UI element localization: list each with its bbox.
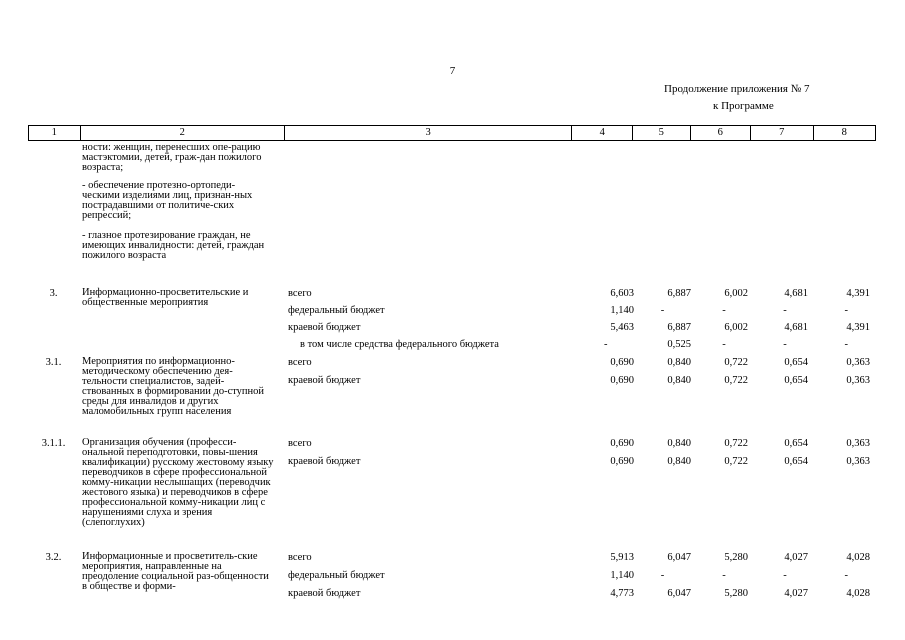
header-col-6: 6 (691, 126, 752, 140)
value-col-6: 6,002 (724, 322, 748, 333)
value-col-7: 4,027 (784, 588, 808, 599)
row-title: Мероприятия по информационно-методическому обеспечению дея-тельности специалистов, задей-ствованных в формировании до-ступной среды для инвалидов и других маломобильных групп населения (82, 356, 265, 417)
value-col-4: 5,463 (610, 322, 634, 333)
value-col-4: 0,690 (610, 357, 634, 368)
value-col-6: 0,722 (724, 456, 748, 467)
row-title: Организация обучения (професси-ональной переподготовки, повы-шения квалификации) русскому жестовому языку переводчиков в сфере профессиональной комму-никации неслышащих (переводчик жестового языка) и переводчиков в сфере профессиональной комму-никации лиц с нарушениями слуха и зрения (слепоглухих) (82, 437, 274, 528)
header-col-3: 3 (285, 126, 573, 140)
row-number: 3.1.1. (41, 438, 66, 449)
value-col-7: 0,654 (784, 438, 808, 449)
funding-label: всего (288, 357, 312, 368)
value-col-4: 5,913 (610, 552, 634, 563)
header-col-4: 4 (572, 126, 633, 140)
value-col-8: 4,391 (846, 322, 870, 333)
value-col-7: 4,681 (784, 288, 808, 299)
row-title: Информационно-просветительские и общественные мероприятия (82, 287, 249, 308)
value-col-6: 0,722 (724, 357, 748, 368)
value-col-4: 0,690 (610, 456, 634, 467)
value-col-8: 4,391 (846, 288, 870, 299)
value-col-5: 0,840 (667, 438, 691, 449)
value-col-8: - (844, 570, 848, 581)
value-col-6: - (722, 339, 726, 350)
value-col-5: 0,840 (667, 357, 691, 368)
value-col-4: 6,603 (610, 288, 634, 299)
value-col-7: - (783, 570, 787, 581)
value-col-5: 0,840 (667, 456, 691, 467)
value-col-5: 6,047 (667, 588, 691, 599)
value-col-8: 0,363 (846, 456, 870, 467)
value-col-5: 6,047 (667, 552, 691, 563)
funding-label: краевой бюджет (288, 375, 361, 386)
funding-label: краевой бюджет (288, 588, 361, 599)
value-col-4: 0,690 (610, 375, 634, 386)
value-col-7: - (783, 339, 787, 350)
header-col-8: 8 (841, 127, 847, 138)
value-col-6: 0,722 (724, 375, 748, 386)
value-col-4: 4,773 (610, 588, 634, 599)
continuation-title: Продолжение приложения № 7 (664, 83, 810, 95)
value-col-8: 0,363 (846, 375, 870, 386)
value-col-5: 0,525 (667, 339, 691, 350)
value-col-5: - (660, 305, 665, 316)
value-col-6: 5,280 (724, 552, 748, 563)
header-col-5: 5 (633, 126, 691, 140)
row-title: Информационные и просветитель-ские мероприятия, направленные на преодоление социальной раз-общенности в обществе и форми- (82, 551, 269, 592)
value-col-6: 0,722 (724, 438, 748, 449)
value-col-8: 0,363 (846, 438, 870, 449)
value-col-7: 4,681 (784, 322, 808, 333)
value-col-6: - (722, 570, 726, 581)
funding-label: краевой бюджет (288, 456, 361, 467)
funding-label: всего (288, 438, 312, 449)
note-3: - глазное протезирование граждан, не имеющих инвалидности: детей, граждан пожилого возраста (82, 230, 265, 261)
note-1: ности: женщин, перенесших опе-рацию мастэктомии, детей, граж-дан пожилого возраста; (82, 142, 262, 173)
value-col-4: 0,690 (610, 438, 634, 449)
continuation-subtitle: к Программе (713, 100, 774, 112)
value-col-6: 5,280 (724, 588, 748, 599)
value-col-8: 0,363 (846, 357, 870, 368)
note-2: - обеспечение протезно-ортопеди-ческими изделиями лиц, признан-ных пострадавшими от политиче-ских репрессий; (82, 180, 253, 221)
value-col-7: 0,654 (784, 456, 808, 467)
funding-label: в том числе средства федерального бюджета (300, 339, 499, 350)
value-col-8: 4,028 (846, 552, 870, 563)
value-col-8: 4,028 (846, 588, 870, 599)
page-number: 7 (449, 65, 456, 77)
value-col-5: 6,887 (667, 322, 691, 333)
row-number: 3.1. (45, 357, 62, 368)
funding-label: краевой бюджет (288, 322, 361, 333)
header-col-2: 2 (81, 126, 285, 140)
value-col-6: - (722, 305, 726, 316)
value-col-4: 1,140 (610, 570, 634, 581)
funding-label: всего (288, 552, 312, 563)
value-col-7: 4,027 (784, 552, 808, 563)
header-col-7: 7 (751, 126, 813, 140)
funding-label: федеральный бюджет (288, 570, 385, 581)
value-col-6: 6,002 (724, 288, 748, 299)
table-header-row (28, 125, 876, 141)
value-col-7: - (783, 305, 787, 316)
value-col-8: - (844, 305, 848, 316)
funding-label: всего (288, 288, 312, 299)
header-col-1: 1 (29, 126, 81, 140)
value-col-7: 0,654 (784, 375, 808, 386)
row-number: 3. (49, 288, 58, 299)
funding-label: федеральный бюджет (288, 305, 385, 316)
value-col-4: 1,140 (610, 305, 634, 316)
value-col-7: 0,654 (784, 357, 808, 368)
value-col-5: 6,887 (667, 288, 691, 299)
row-number: 3.2. (45, 552, 62, 563)
value-col-8: - (844, 339, 848, 350)
value-col-5: - (660, 570, 665, 581)
value-col-5: 0,840 (667, 375, 691, 386)
value-col-4: - (604, 339, 608, 350)
